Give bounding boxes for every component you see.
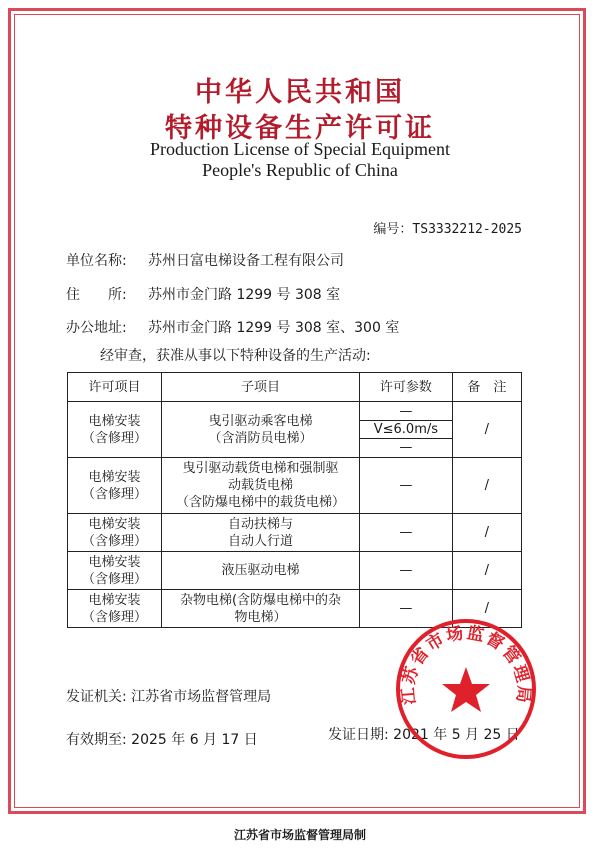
- header-note: 备 注: [452, 373, 521, 402]
- cell-note: /: [452, 590, 521, 628]
- issuer-value: 江苏省市场监督管理局: [131, 689, 272, 705]
- header-sub: 子项目: [161, 373, 359, 402]
- address-field: [66, 284, 340, 304]
- header-param: 许可参数: [360, 373, 453, 402]
- cell-item-line: 电梯安装: [88, 554, 141, 570]
- cell-item: [68, 552, 162, 590]
- title-cn-line1: 中华人民共和国: [195, 77, 405, 108]
- cell-sub-line: 液压驱动电梯: [221, 563, 300, 578]
- cell-item: [68, 458, 162, 514]
- unit-name-value: 苏州日富电梯设备工程有限公司: [148, 253, 344, 269]
- cell-sub-line: 自动人行道: [228, 533, 294, 549]
- cell-sub-line: 物电梯）: [234, 609, 287, 625]
- cell-item-line: 电梯安装: [88, 413, 141, 429]
- cell-param: —: [360, 552, 453, 590]
- cell-sub-line: （含消防员电梯）: [208, 430, 313, 446]
- cell-item-line: 电梯安装: [88, 592, 141, 608]
- cell-sub: [161, 514, 359, 552]
- office-label: 办公地址:: [66, 320, 127, 336]
- footer-maker: 江苏省市场监督管理局制: [233, 828, 366, 842]
- cell-item-line: 电梯安装: [88, 469, 141, 485]
- title-en-line1: Production License of Special Equipment: [150, 139, 450, 159]
- cell-sub-line: 自动扶梯与: [228, 516, 294, 532]
- cell-sub: [161, 590, 359, 628]
- cell-item-line: （含修理）: [81, 571, 147, 587]
- cell-note: /: [452, 402, 521, 458]
- cell-param: —: [360, 514, 453, 552]
- table-header-row: [68, 373, 522, 402]
- license-table: [67, 372, 522, 628]
- cell-sub: [161, 458, 359, 514]
- unit-name-field: [66, 250, 344, 270]
- cell-item-line: （含修理）: [81, 486, 147, 502]
- table-row: [68, 552, 522, 590]
- table-row: [68, 402, 522, 458]
- cell-param: —: [360, 458, 453, 514]
- cell-item-line: （含修理）: [81, 609, 147, 625]
- cell-sub: [161, 402, 359, 458]
- cell-sub-line: 曳引驱动乘客电梯: [208, 413, 313, 429]
- valid-until: 有效期至: 2025 年 6 月 17 日: [66, 732, 258, 748]
- cell-sub-line: 动载货电梯: [228, 478, 294, 493]
- issuer-field: [66, 686, 271, 706]
- cell-sub: [161, 552, 359, 590]
- cell-note: /: [452, 458, 521, 514]
- unit-name-label: 单位名称:: [66, 253, 127, 269]
- certificate-number: 编号：TS3332212-2025: [373, 222, 522, 237]
- cell-param: —: [360, 590, 453, 628]
- header-item: 许可项目: [68, 373, 162, 402]
- cell-item-line: 电梯安装: [88, 516, 141, 532]
- cell-item: [68, 514, 162, 552]
- cell-sub-line: （含防爆电梯中的载货电梯）: [176, 495, 346, 510]
- address-label: 住 所:: [66, 287, 127, 303]
- intro-text: 经审查，获准从事以下特种设备的生产活动:: [100, 348, 371, 364]
- official-seal-icon: [394, 617, 538, 761]
- cell-item: [68, 402, 162, 458]
- cell-item: [68, 590, 162, 628]
- svg-text:江苏省市场监督管理局: 江苏省市场监督管理局: [398, 623, 534, 706]
- issuer-label: 发证机关:: [66, 689, 127, 705]
- cell-item-line: （含修理）: [81, 533, 147, 549]
- cell-param-line: —: [399, 440, 413, 455]
- cell-note: /: [452, 552, 521, 590]
- cell-note: /: [452, 514, 521, 552]
- table-row: [68, 514, 522, 552]
- title-en-line2: People's Republic of China: [202, 160, 398, 180]
- cell-param: [360, 402, 453, 458]
- address-value: 苏州市金门路 1299 号 308 室: [148, 287, 341, 303]
- title-cn-line2: 特种设备生产许可证: [165, 113, 435, 144]
- office-value: 苏州市金门路 1299 号 308 室、300 室: [148, 320, 400, 336]
- cell-sub-line: 曳引驱动载货电梯和强制驱: [182, 461, 339, 476]
- cell-sub-line: 杂物电梯(含防爆电梯中的杂: [179, 592, 342, 608]
- cell-param-line: V≤6.0m/s: [360, 420, 452, 439]
- issue-date: 发证日期: 2021 年 5 月 25 日: [328, 727, 520, 743]
- cell-param-line: —: [399, 404, 413, 419]
- table-row: [68, 458, 522, 514]
- cell-item-line: （含修理）: [81, 430, 147, 446]
- office-field: [66, 317, 399, 337]
